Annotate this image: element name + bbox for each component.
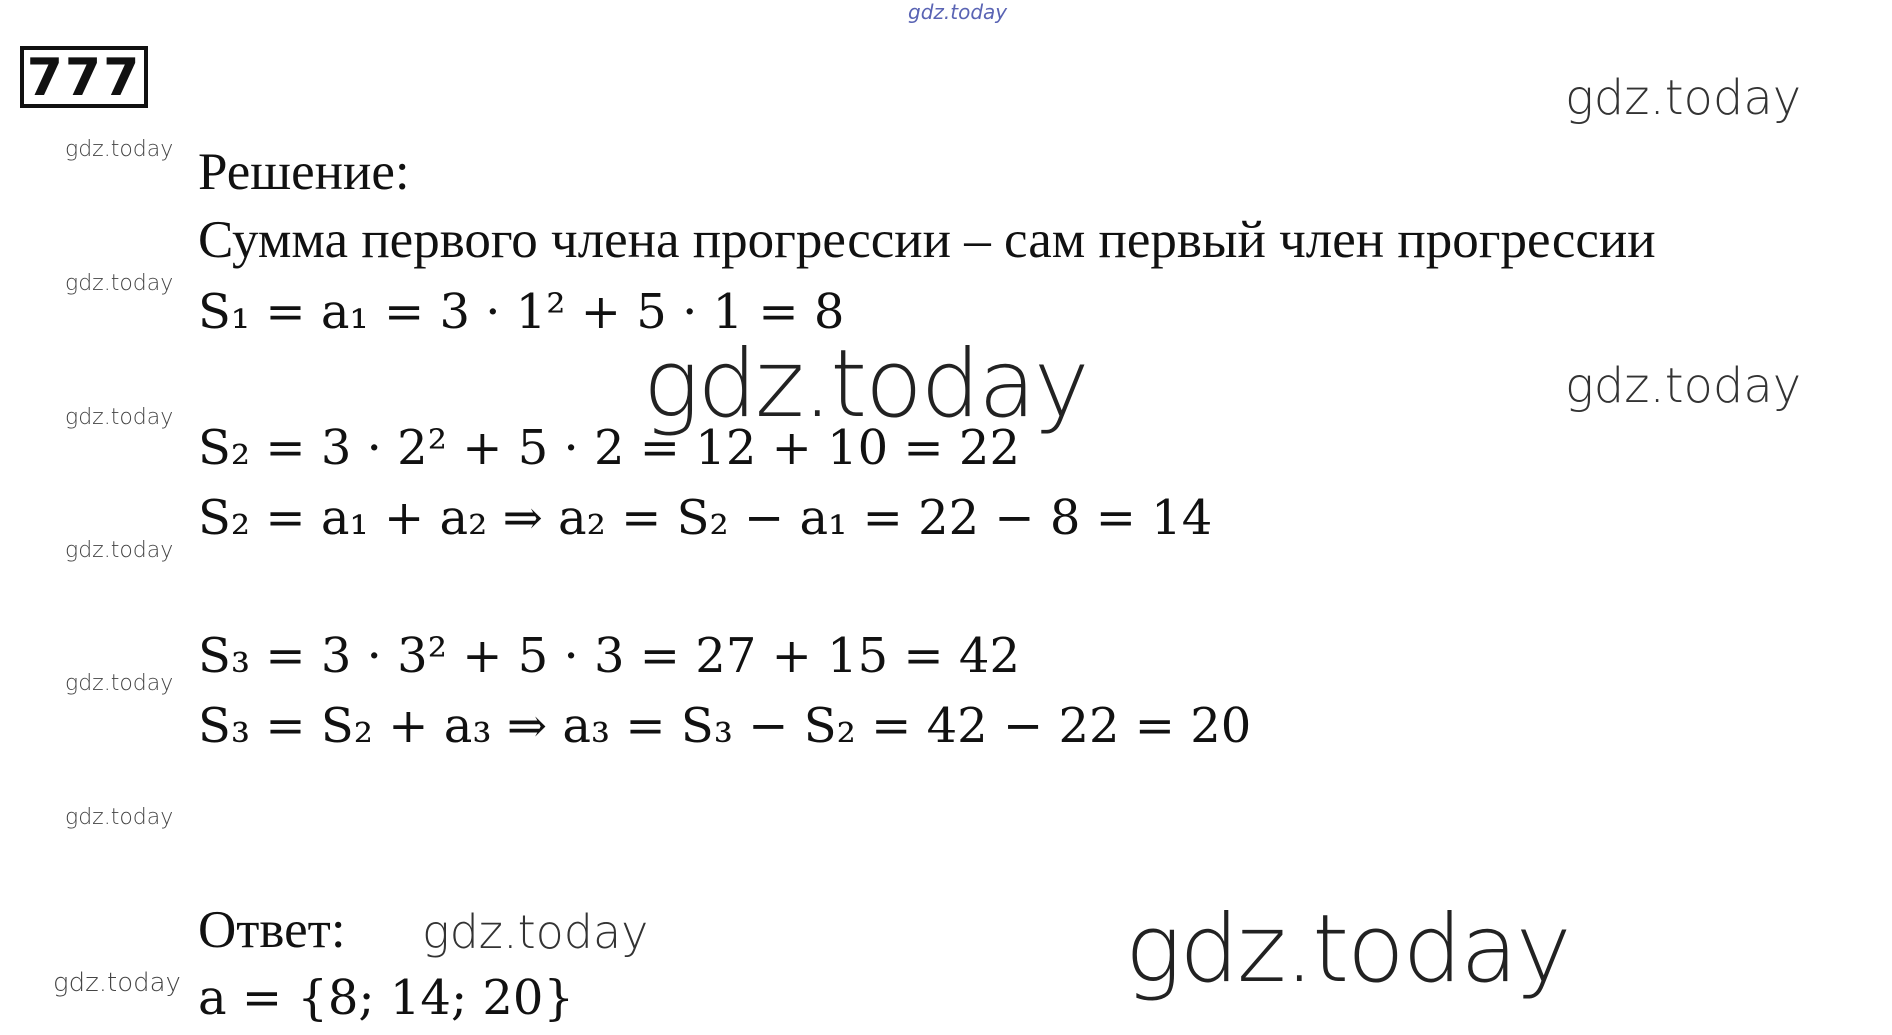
watermark-center: gdz.today (643, 330, 1088, 439)
watermark-right-2: gdz.today (1565, 358, 1802, 414)
equation-s2-term: S₂ = a₁ + a₂ ⇒ a₂ = S₂ − a₁ = 22 − 8 = 14 (198, 490, 1213, 546)
equation-s1: S₁ = a₁ = 3 · 1² + 5 · 1 = 8 (198, 284, 845, 340)
watermark-side-5: gdz.today (65, 671, 174, 696)
watermark-right-1: gdz.today (1565, 70, 1802, 126)
watermark-side-6: gdz.today (65, 805, 174, 830)
answer-label: Ответ: (198, 901, 346, 959)
equation-s2-value: S₂ = 3 · 2² + 5 · 2 = 12 + 10 = 22 (198, 420, 1020, 476)
solution-heading: Решение: (198, 143, 410, 201)
watermark-side-4: gdz.today (65, 538, 174, 563)
watermark-side-3: gdz.today (65, 405, 174, 430)
watermark-top: gdz.today (908, 0, 1008, 24)
watermark-bottom-right: gdz.today (1125, 895, 1570, 1004)
problem-number: 777 (20, 46, 148, 108)
answer-value: a = {8; 14; 20} (198, 970, 574, 1026)
watermark-side-7: gdz.today (53, 968, 181, 998)
equation-s3-term: S₃ = S₂ + a₃ ⇒ a₃ = S₃ − S₂ = 42 − 22 = 20 (198, 698, 1252, 754)
watermark-side-2: gdz.today (65, 271, 174, 296)
equation-s3-value: S₃ = 3 · 3² + 5 · 3 = 27 + 15 = 42 (198, 628, 1020, 684)
watermark-side-1: gdz.today (65, 137, 174, 162)
watermark-answer: gdz.today (422, 905, 649, 959)
solution-intro: Сумма первого члена прогрессии – сам первый член прогрессии (198, 211, 1656, 269)
